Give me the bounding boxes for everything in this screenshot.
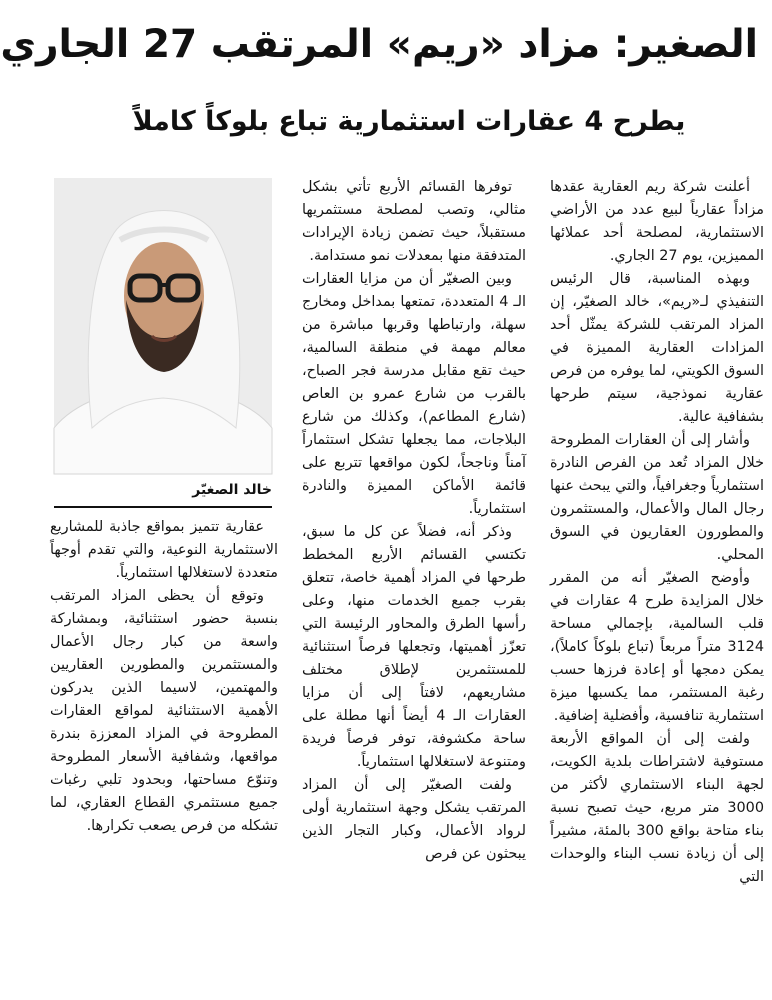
paragraph: وأشار إلى أن العقارات المطروحة خلال المزاد تُعد من الفرص النادرة استثمارياً وجغرافياً، والتي يبحث عنها رجال المال والأعمال، والمستثمرون والمطورون العقاريون في السوق المحلي. <box>550 432 764 563</box>
paragraph: ولفت إلى أن المواقع الأربعة مستوفية لاشتراطات بلدية الكويت، لجهة البناء الاستثماري لأكثر من 3000 متر مربع، حيث تصبح نسبة بناء متاحة بواقع 300 بالمئة، مشيراً إلى أن زيادة نسب البناء والوحدات التي <box>550 731 764 885</box>
paragraph: وذكر أنه، فضلاً عن كل ما سبق، تكتسي القسائم الأربع المخطط طرحها في المزاد أهمية خاصة، تتعلق بقرب جميع الخدمات منها، وعلى رأسها الطرق والمحاور الرئيسة التي تعزّز أهميتها، وتجعلها فرصاً استثنائية للمستثمرين لإطلاق مختلف مشاريعهم، لافتاً إلى أن مزايا العقارات الـ 4 أيضاً أنها مطلة على ساحة مكشوفة، توفر فرصاً فريدة ومتنوعة لاستغلالها استثمارياً. <box>302 524 526 770</box>
paragraph: وتوقع أن يحظى المزاد المرتقب بنسبة حضور استثنائية، وبمشاركة واسعة من كبار رجال الأعمال والمستثمرين والمطورين العقاريين والمهتمين، لاسيما الذين يدركون الأهمية الاستثنائية لمواقع العقارات المطروحة في المزاد المعززة بندرة مواقعها، وشفافية الأسعار المطروحة وتنوّع مساحتها، وبحدود تلبي رغبات جميع مستثمري القطاع العقاري، لما تشكله من فرص يصعب تكرارها. <box>50 588 278 834</box>
paragraph: وبين الصغيّر أن من مزايا العقارات الـ 4 المتعددة، تمتعها بمداخل ومخارج سهلة، وارتباطها وقربها مباشرة من معالم مهمة في منطقة السالمية، حيث تقع مقابل مدرسة فجر الصباح، بالقرب من شارع عمرو بن العاص (شارع المطاعم)، وكذلك من شارع البلاجات، مما يجعلها تشكل استثماراً آمناً وناجحاً، لكون مواقعها تتربع على قائمة الأماكن المميزة والنادرة استثمارياً. <box>302 271 526 517</box>
portrait-photo <box>54 178 272 474</box>
subheadline: يطرح 4 عقارات استثمارية تباع بلوكاً كاملاً <box>132 106 686 137</box>
article-column-3 <box>50 516 278 998</box>
headline: الصغير: مزاد «ريم» المرتقب 27 الجاري <box>0 22 758 67</box>
article-column-2 <box>302 176 526 998</box>
paragraph: أعلنت شركة ريم العقارية عقدها مزاداً عقارياً لبيع عدد من الأراضي الاستثمارية، لمصلحة أحد عملائها المميزين، يوم 27 الجاري. <box>550 179 764 264</box>
portrait-illustration <box>54 178 272 474</box>
photo-caption: خالد الصغيّر <box>192 482 272 498</box>
paragraph: عقارية تتميز بمواقع جاذبة للمشاريع الاستثمارية النوعية، والتي تقدم أوجهاً متعددة لاستغلالها استثمارياً. <box>50 519 278 581</box>
article-column-1 <box>550 176 764 998</box>
paragraph: توفرها القسائم الأربع تأتي بشكل مثالي، وتصب لمصلحة مستثمريها مستقبلاً، حيث تضمن زيادة الإيرادات المتدفقة منها بمعدلات نمو مستدامة. <box>302 179 526 264</box>
caption-rule <box>54 506 272 508</box>
paragraph: ولفت الصغيّر إلى أن المزاد المرتقب يشكل وجهة استثمارية أولى لرواد الأعمال، وكبار التجار الذين يبحثون عن فرص <box>302 777 526 862</box>
paragraph: وبهذه المناسبة، قال الرئيس التنفيذي لـ«ريم»، خالد الصغيّر، إن المزاد المرتقب للشركة يمثّل أحد المزادات العقارية المميزة في السوق الكويتي، لما يوفره من فرص عقارية نموذجية، سيتم طرحها بشفافية عالية. <box>550 271 764 425</box>
paragraph: وأوضح الصغيّر أنه من المقرر خلال المزايدة طرح 4 عقارات في قلب السالمية، بإجمالي مساحة 3124 متراً مربعاً (تباع بلوكاً كاملاً)، يمكن دمجها أو إعادة فرزها حسب رغبة المستثمر، مما يكسبها ميزة استثمارية تنافسية، وأفضلية إضافية. <box>550 570 764 724</box>
